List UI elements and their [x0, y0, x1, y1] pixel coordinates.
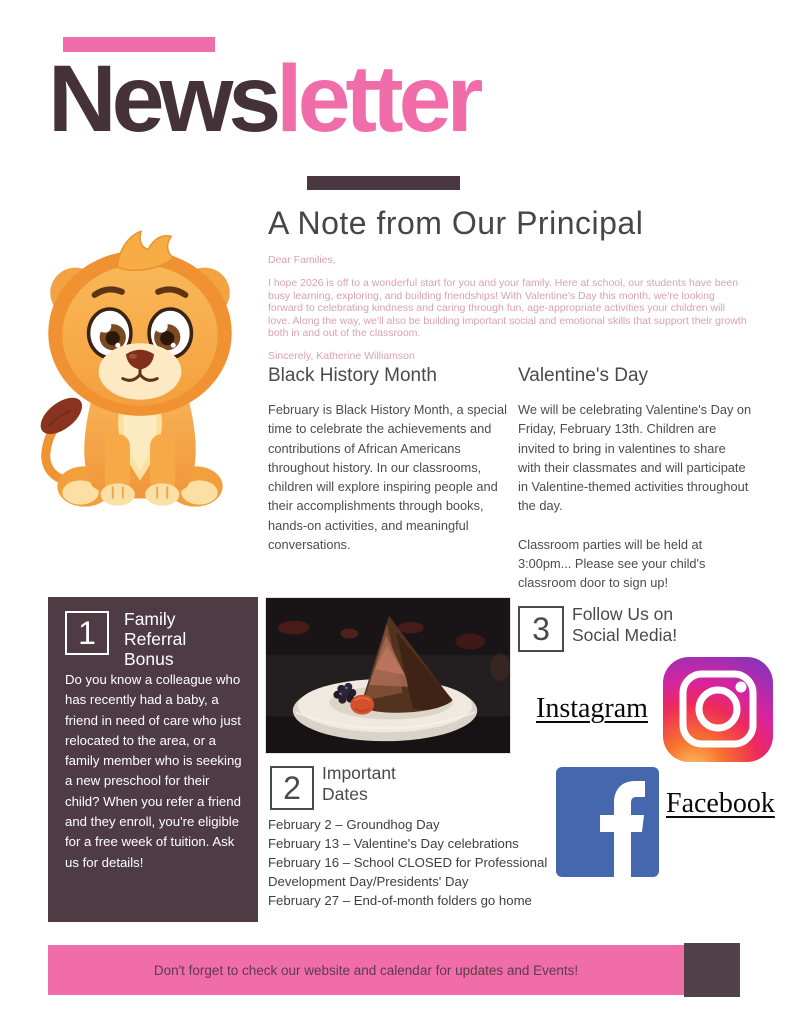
referral-heading: Family Referral Bonus: [124, 609, 187, 669]
valentines-section: [518, 365, 752, 593]
newsletter-title: [48, 46, 479, 152]
title-part-news: News: [48, 46, 277, 152]
title-part-letter: letter: [276, 46, 479, 152]
footer-message: Don't forget to check our website and calendar for updates and Events!: [153, 962, 579, 978]
valentines-body-1: We will be celebrating Valentine's Day on Friday, February 13th. Children are invited to bring in valentines to share with their classmates and will participate in Valentine-themed activities throughout the day.: [518, 402, 752, 514]
black-history-heading: Black History Month: [268, 365, 437, 386]
footer-dark-square: [684, 943, 740, 997]
footer-banner: [48, 945, 684, 995]
date-item: February 16 – School CLOSED for Professional Development Day/Presidents' Day: [268, 855, 548, 889]
dark-accent-bar: [307, 176, 460, 190]
instagram-icon[interactable]: [663, 657, 773, 762]
valentines-heading: Valentine's Day: [518, 365, 649, 386]
family-referral-box: [48, 597, 258, 922]
principal-note-heading: A Note from Our Principal: [268, 205, 644, 241]
important-dates-heading: Important Dates: [322, 763, 396, 804]
important-dates-list: [268, 815, 562, 910]
date-item: February 27 – End-of-month folders go home: [268, 893, 532, 908]
note-salutation: Dear Families,: [268, 254, 336, 266]
social-media-heading: Follow Us on Social Media!: [572, 604, 678, 645]
black-history-section: [268, 365, 510, 554]
section-number-3: 3: [518, 606, 564, 652]
instagram-link[interactable]: Instagram: [536, 693, 648, 724]
date-item: February 2 – Groundhog Day: [268, 817, 440, 832]
lion-cub-illustration: [20, 226, 260, 521]
facebook-link[interactable]: Facebook: [666, 788, 775, 819]
chocolate-cake-photo: [265, 597, 511, 754]
black-history-body: February is Black History Month, a special time to celebrate the achievements and contributions of African Americans throughout history. In our classrooms, children will explore inspiring people and their accomplishments through books, hands-on activities, and meaningful conversations.: [268, 402, 507, 553]
section-number-2: 2: [270, 766, 314, 810]
principal-note-section: [268, 205, 748, 363]
section-number-1: 1: [65, 611, 109, 655]
facebook-icon[interactable]: [556, 767, 659, 877]
referral-body: Do you know a colleague who has recently had a baby, a friend in need of care who just relocated to the area, or a family member who is seeking a new preschool for their child? When you refer a friend and they enroll, you're eligible for a free week of tuition. Ask us for details!: [65, 672, 242, 870]
valentines-body-2: Classroom parties will be held at 3:00pm... Please see your child's classroom door to sign up!: [518, 536, 706, 591]
note-body: I hope 2026 is off to a wonderful start for you and your family. Here at school, our students have been busy learning, exploring, and building friendships! With Valentine's Day this month, we're looking forward to celebrating kindness and caring through fun, age-appropriate activities your children will love. Along the way, we'll also be building important social and emotional skills that support their growth both in and out of the classroom.: [268, 277, 747, 339]
date-item: February 13 – Valentine's Day celebrations: [268, 836, 519, 851]
note-signature: Sincerely, Katherine Williamson: [268, 350, 415, 363]
